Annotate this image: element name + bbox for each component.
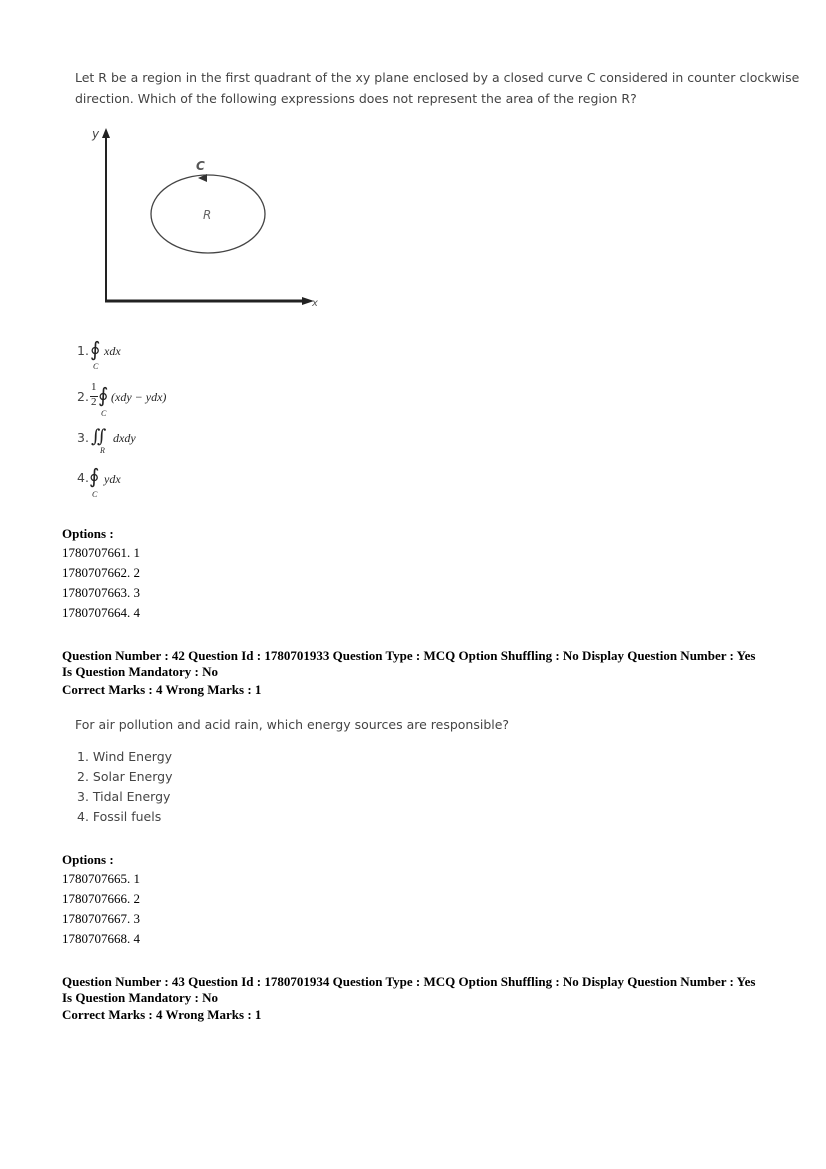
options-label: Options : <box>62 852 114 867</box>
choice-subscript: R <box>100 446 105 455</box>
option-item: 1780707666. 2 <box>62 891 140 906</box>
option-item: 1780707668. 4 <box>62 931 140 946</box>
choice-number: 4. <box>77 470 89 485</box>
question-marks: Correct Marks : 4 Wrong Marks : 1 <box>62 1007 262 1022</box>
y-axis-label: y <box>92 127 100 141</box>
choice-4: 4. Fossil fuels <box>77 809 162 824</box>
option-item: 1780707665. 1 <box>62 871 140 886</box>
question-meta-line-1: Question Number : 43 Question Id : 1780701934 Question Type : MCQ Option Shuffling : No Display Question Number : Yes <box>62 974 756 989</box>
question-meta-line-2: Is Question Mandatory : No <box>62 990 219 1005</box>
region-figure <box>88 122 328 312</box>
question-text: For air pollution and acid rain, which energy sources are responsible? <box>75 717 510 732</box>
y-axis-arrow <box>102 128 110 138</box>
options-label: Options : <box>62 526 114 541</box>
option-item: 1780707664. 4 <box>62 605 140 620</box>
question-text-line-1: Let R be a region in the first quadrant of the xy plane enclosed by a closed curve C considered in counter clockwise <box>75 70 800 85</box>
choice-subscript: C <box>101 409 107 418</box>
contour-integral-icon: ∮ <box>90 339 101 361</box>
choice-1 <box>77 338 177 372</box>
choice-expression: xdx <box>104 344 121 358</box>
question-marks: Correct Marks : 4 Wrong Marks : 1 <box>62 682 262 697</box>
option-item: 1780707662. 2 <box>62 565 140 580</box>
choice-subscript: C <box>93 362 99 371</box>
question-meta-line-1: Question Number : 42 Question Id : 1780701933 Question Type : MCQ Option Shuffling : No Display Question Number : Yes <box>62 648 756 663</box>
double-integral-icon: ∬ <box>91 426 107 446</box>
choice-2: 2. Solar Energy <box>77 769 173 784</box>
region-label: R <box>203 208 212 222</box>
choice-3 <box>77 426 197 460</box>
contour-integral-icon: ∮ <box>89 466 100 488</box>
fraction-denominator: 2 <box>91 396 97 408</box>
fraction-numerator: 1 <box>91 381 97 393</box>
option-item: 1780707663. 3 <box>62 585 140 600</box>
curve-label: C <box>196 159 205 173</box>
choice-expression: (xdy − ydx) <box>111 390 167 404</box>
choice-expression: dxdy <box>113 431 136 445</box>
option-item: 1780707661. 1 <box>62 545 140 560</box>
choice-3: 3. Tidal Energy <box>77 789 171 804</box>
choice-4 <box>77 465 177 501</box>
choice-expression: ydx <box>104 472 121 486</box>
x-axis-label: x <box>312 298 318 309</box>
choice-number: 1. <box>77 343 89 358</box>
choice-2 <box>77 381 217 421</box>
choice-number: 3. <box>77 430 89 445</box>
choice-number: 2. <box>77 389 89 404</box>
choice-subscript: C <box>92 490 98 499</box>
option-item: 1780707667. 3 <box>62 911 140 926</box>
contour-integral-icon: ∮ <box>98 385 109 407</box>
question-meta-line-2: Is Question Mandatory : No <box>62 664 219 679</box>
choice-1: 1. Wind Energy <box>77 749 173 764</box>
question-text-line-2: direction. Which of the following expressions does not represent the area of the region R? <box>75 91 637 106</box>
